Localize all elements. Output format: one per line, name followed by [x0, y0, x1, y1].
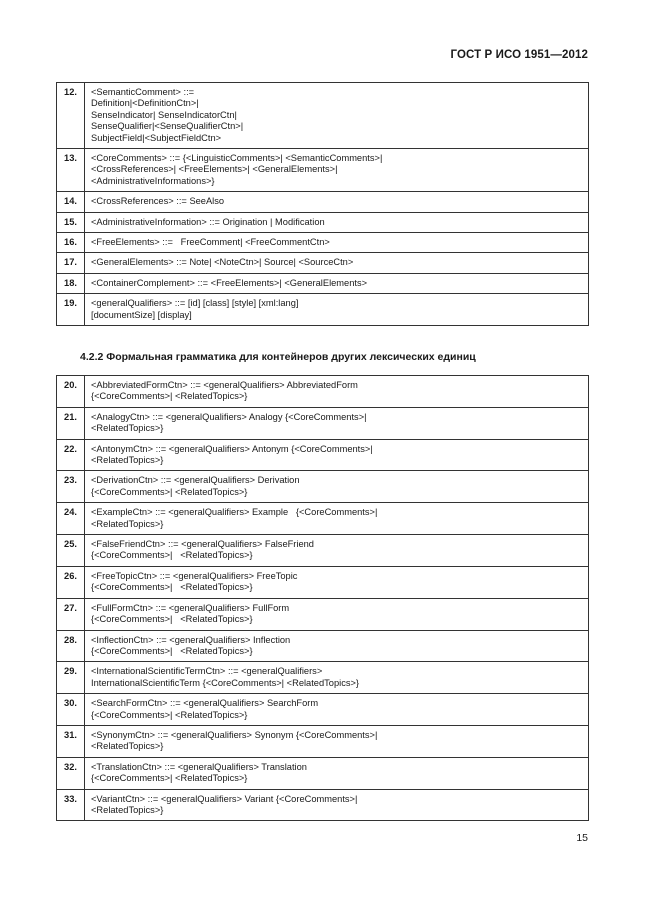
rule-number: 25. [57, 535, 85, 567]
rule-definition [85, 294, 589, 326]
rule-definition-line: SubjectField|<SubjectFieldCtn> [91, 132, 222, 143]
rule-number: 32. [57, 757, 85, 789]
rule-definition [85, 273, 589, 293]
rule-definition [85, 694, 589, 726]
rule-definition-line: <TranslationCtn> ::= <generalQualifiers> Translation [91, 761, 307, 772]
grammar-rule-row [57, 471, 589, 503]
rule-definition-line: <generalQualifiers> ::= [id] [class] [style] [xml:lang] [91, 298, 299, 309]
rule-number: 14. [57, 192, 85, 212]
grammar-rule-row [57, 233, 589, 253]
page-number: 15 [576, 832, 588, 844]
grammar-rule-row [57, 789, 589, 821]
rule-definition-line: <SynonymCtn> ::= <generalQualifiers> Synonym {<CoreComments>| [91, 729, 378, 740]
rule-definition-line: <InflectionCtn> ::= <generalQualifiers> Inflection [91, 634, 291, 645]
rule-definition-line: <FreeElements> ::= FreeComment| <FreeCommentCtn> [91, 237, 330, 248]
grammar-rule-row [57, 630, 589, 662]
rule-definition [85, 149, 589, 192]
grammar-rule-row [57, 212, 589, 232]
grammar-rule-row [57, 83, 589, 149]
rule-definition-line: <CrossReferences>| <FreeElements>| <GeneralElements>| [91, 164, 338, 175]
grammar-rule-row [57, 725, 589, 757]
document-code-header: ГОСТ Р ИСО 1951—2012 [450, 49, 588, 61]
grammar-table-body [57, 83, 589, 326]
grammar-rule-row [57, 273, 589, 293]
rule-definition [85, 439, 589, 471]
rule-definition-line: <FalseFriendCtn> ::= <generalQualifiers> FalseFriend [91, 539, 314, 550]
rule-definition [85, 471, 589, 503]
grammar-rule-row [57, 662, 589, 694]
grammar-rule-row [57, 407, 589, 439]
rule-definition-line: <ExampleCtn> ::= <generalQualifiers> Example {<CoreComments>| [91, 507, 378, 518]
rule-definition-line: <RelatedTopics>} [91, 455, 164, 466]
rule-number: 20. [57, 376, 85, 408]
rule-definition [85, 212, 589, 232]
rule-definition [85, 662, 589, 694]
rule-definition-line: {<CoreComments>| <RelatedTopics>} [91, 614, 253, 625]
rule-definition-line: {<CoreComments>| <RelatedTopics>} [91, 550, 253, 561]
rule-definition [85, 725, 589, 757]
grammar-rule-row [57, 503, 589, 535]
rule-definition-line: <VariantCtn> ::= <generalQualifiers> Variant {<CoreComments>| [91, 793, 358, 804]
rule-number: 33. [57, 789, 85, 821]
rule-definition-line: SenseQualifier|<SenseQualifierCtn>| [91, 121, 244, 132]
grammar-table-body [57, 376, 589, 821]
rule-definition-line: <CrossReferences> ::= SeeAlso [91, 196, 225, 207]
grammar-rule-row [57, 757, 589, 789]
rule-definition [85, 253, 589, 273]
rule-definition [85, 503, 589, 535]
grammar-table-general [56, 82, 589, 326]
rule-definition-line: <SearchFormCtn> ::= <generalQualifiers> SearchForm [91, 698, 319, 709]
grammar-rule-row [57, 694, 589, 726]
grammar-table-containers [56, 375, 589, 821]
grammar-rule-row [57, 598, 589, 630]
rule-definition-line: <RelatedTopics>} [91, 423, 164, 434]
rule-definition-line: <FreeTopicCtn> ::= <generalQualifiers> FreeTopic [91, 570, 298, 581]
rule-definition-line: <InternationalScientificTermCtn> ::= <generalQualifiers> [91, 666, 323, 677]
rule-definition-line: SenseIndicator| SenseIndicatorCtn| [91, 109, 237, 120]
grammar-rule-row [57, 376, 589, 408]
rule-definition-line: <CoreComments> ::= {<LinguisticComments>| <SemanticComments>| [91, 153, 383, 164]
rule-number: 13. [57, 149, 85, 192]
grammar-rule-row [57, 535, 589, 567]
rule-definition-line: {<CoreComments>| <RelatedTopics>} [91, 709, 248, 720]
rule-number: 19. [57, 294, 85, 326]
rule-number: 26. [57, 566, 85, 598]
rule-definition-line: <AnalogyCtn> ::= <generalQualifiers> Analogy {<CoreComments>| [91, 411, 367, 422]
rule-number: 30. [57, 694, 85, 726]
rule-definition-line: <DerivationCtn> ::= <generalQualifiers> Derivation [91, 475, 300, 486]
grammar-rule-row [57, 439, 589, 471]
rule-definition-line: <FullFormCtn> ::= <generalQualifiers> FullForm [91, 602, 290, 613]
rule-definition-line: <AntonymCtn> ::= <generalQualifiers> Antonym {<CoreComments>| [91, 443, 373, 454]
rule-number: 23. [57, 471, 85, 503]
rule-number: 12. [57, 83, 85, 149]
grammar-rule-row [57, 294, 589, 326]
rule-number: 28. [57, 630, 85, 662]
rule-definition [85, 407, 589, 439]
rule-definition-line: InternationalScientificTerm {<CoreComments>| <RelatedTopics>} [91, 677, 360, 688]
rule-number: 17. [57, 253, 85, 273]
rule-definition [85, 789, 589, 821]
grammar-rule-row [57, 566, 589, 598]
rule-definition-line: {<CoreComments>| <RelatedTopics>} [91, 582, 253, 593]
rule-number: 21. [57, 407, 85, 439]
grammar-rule-row [57, 253, 589, 273]
grammar-rule-row [57, 192, 589, 212]
rule-definition-line: <SemanticComment> ::= [91, 87, 195, 97]
rule-number: 29. [57, 662, 85, 694]
rule-definition-line: {<CoreComments>| <RelatedTopics>} [91, 773, 248, 784]
rule-definition-line: <AbbreviatedFormCtn> ::= <generalQualifiers> AbbreviatedForm [91, 380, 358, 390]
rule-definition-line: {<CoreComments>| <RelatedTopics>} [91, 645, 253, 656]
rule-definition [85, 376, 589, 408]
rule-definition-line: <RelatedTopics>} [91, 741, 164, 752]
rule-definition [85, 192, 589, 212]
rule-definition [85, 233, 589, 253]
rule-definition-line: <RelatedTopics>} [91, 518, 164, 529]
rule-definition [85, 757, 589, 789]
rule-number: 31. [57, 725, 85, 757]
grammar-rule-row [57, 149, 589, 192]
rule-definition-line: [documentSize] [display] [91, 309, 192, 320]
rule-number: 18. [57, 273, 85, 293]
rule-definition-line: <AdministrativeInformation> ::= Origination | Modification [91, 216, 325, 227]
rule-definition-line: {<CoreComments>| <RelatedTopics>} [91, 486, 248, 497]
rule-definition [85, 83, 589, 149]
rule-definition [85, 535, 589, 567]
rule-number: 27. [57, 598, 85, 630]
rule-definition-line: <AdministrativeInformations>} [91, 175, 215, 186]
rule-definition-line: Definition|<DefinitionCtn>| [91, 98, 199, 109]
rule-number: 24. [57, 503, 85, 535]
rule-number: 16. [57, 233, 85, 253]
rule-definition-line: {<CoreComments>| <RelatedTopics>} [91, 391, 248, 402]
section-heading: 4.2.2 Формальная грамматика для контейнеров других лексических единиц [80, 351, 476, 363]
rule-definition [85, 598, 589, 630]
rule-definition [85, 566, 589, 598]
rule-definition-line: <GeneralElements> ::= Note| <NoteCtn>| Source| <SourceCtn> [91, 257, 354, 268]
rule-definition-line: <RelatedTopics>} [91, 804, 164, 815]
rule-number: 15. [57, 212, 85, 232]
rule-definition-line: <ContainerComplement> ::= <FreeElements>| <GeneralElements> [91, 277, 368, 288]
rule-definition [85, 630, 589, 662]
rule-number: 22. [57, 439, 85, 471]
